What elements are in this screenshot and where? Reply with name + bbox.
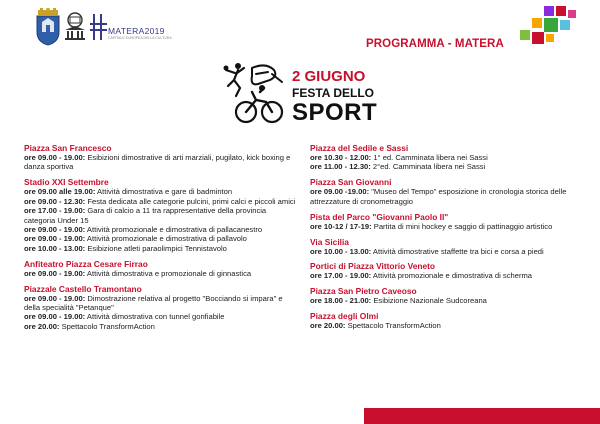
event-description: Esibizioni dimostrative di arti marziali, pugilato, kick boxing e danza sportiva (24, 153, 291, 172)
event-line (310, 187, 590, 206)
venue-section (24, 143, 296, 172)
event-line (24, 269, 296, 278)
event-title-block (222, 62, 392, 132)
event-time: ore 09.00 - 19.00: (24, 234, 86, 244)
venue-name: Piazza San Pietro Caveoso (310, 286, 417, 297)
event-description: Attività dimostrativa e gare di badminton (95, 187, 233, 197)
footer-red-bar (364, 408, 600, 424)
event-time: ore 10-12 / 17-19: (310, 221, 372, 231)
venue-section (24, 284, 296, 332)
venue-section (310, 237, 590, 256)
event-line (24, 244, 296, 253)
event-description: Spettacolo TransformAction (59, 321, 155, 331)
matera-2019-mark-icon (90, 10, 110, 44)
header (0, 0, 600, 60)
event-description: Attività promozionale e dimostrativa di pallavolo (85, 234, 247, 244)
matera-2019-logo (90, 10, 180, 44)
event-description: Esibizione Nazionale Sudcoreana (371, 296, 487, 306)
program-left-column (24, 143, 296, 337)
event-line (24, 322, 296, 331)
event-line (24, 153, 296, 172)
event-line (24, 234, 296, 243)
event-line (24, 197, 296, 206)
event-description: Attività dimostrative staffette tra bici e corsa a piedi (371, 246, 544, 256)
venue-name: Via Sicilia (310, 236, 349, 247)
event-time: ore 09.00 -19.00: (310, 187, 370, 197)
event-line (24, 294, 296, 313)
venue-section (310, 311, 590, 330)
event-time: ore 20.00: (24, 321, 60, 331)
venue-name: Portici di Piazza Vittorio Veneto (310, 261, 436, 272)
event-time: ore 09.00 - 19.00: (24, 293, 86, 303)
matera-logo-text: MATERA2019 (108, 26, 165, 36)
event-time: ore 09.00 - 19.00: (24, 312, 86, 322)
event-line (310, 153, 590, 162)
venue-section (24, 177, 296, 253)
event-line (310, 271, 590, 280)
event-description: 1° ed. Camminata libera nei Sassi (371, 153, 488, 162)
event-line (24, 206, 296, 225)
event-line (310, 222, 590, 231)
event-description: Spettacolo TransformAction (345, 321, 441, 331)
venue-name: Piazzale Castello Tramontano (24, 283, 142, 294)
event-time: ore 10.00 - 13.00: (310, 246, 372, 256)
venue-name: Pista del Parco "Giovanni Paolo II" (310, 211, 449, 222)
event-description: Attività promozionale e dimostrativa di pallacanestro (85, 224, 263, 234)
event-time: ore 09.00 - 19.00: (24, 153, 86, 162)
venue-name: Piazza San Giovanni (310, 177, 392, 188)
event-line (310, 162, 590, 171)
event-description: Festa dedicata alle categorie pulcini, primi calci e piccoli amici (85, 196, 296, 206)
unesco-logo-icon (64, 12, 86, 42)
matera-crest-icon (34, 8, 62, 46)
venue-section (310, 212, 590, 231)
event-time: ore 09.00 alle 19.00: (24, 187, 96, 197)
venue-section (310, 261, 590, 280)
event-time: ore 18.00 - 21.00: (310, 296, 372, 306)
event-description: Dimostrazione relativa al progetto "Bocciando si impara" e della specialità "Petanque" (24, 293, 283, 312)
matera-logo-subtext: CAPITALE EUROPEA DELLA CULTURA (108, 36, 172, 40)
programma-heading: PROGRAMMA - MATERA (366, 38, 504, 50)
event-description: Attività dimostrativa e promozionale di ginnastica (85, 268, 252, 278)
event-line (24, 187, 296, 196)
venue-name: Anfiteatro Piazza Cesare Firrao (24, 258, 148, 269)
event-description: Attività promozionale e dimostrativa di scherma (371, 271, 533, 281)
program-right-column (310, 143, 590, 336)
event-time: ore 17.00 - 19.00: (24, 206, 86, 216)
mosaic-logo-icon (518, 4, 578, 50)
event-description: Gara di calcio a 11 tra rappresentative della provincia categoria Under 15 (24, 206, 267, 225)
event-description: 2°ed. Camminata libera nei Sassi (370, 162, 486, 172)
event-description: Attività dimostrativa con tunnel gonfiabile (85, 312, 225, 322)
venue-name: Piazza San Francesco (24, 143, 112, 153)
sport-pictograms-icon (222, 62, 292, 130)
event-time: ore 10.00 - 13.00: (24, 243, 86, 253)
event-line (24, 312, 296, 321)
event-line (24, 225, 296, 234)
event-time: ore 09.00 - 19.00: (24, 268, 86, 278)
event-time: ore 09.00 - 12.30: (24, 196, 86, 206)
venue-name: Piazza degli Olmi (310, 311, 379, 322)
venue-name: Piazza del Sedile e Sassi (310, 143, 409, 153)
event-description: Esibizione atleti paraolimpici Tennistavolo (85, 243, 227, 253)
event-description: "Museo del Tempo" esposizione in cronologia storica delle attrezzature di cronometraggio (310, 187, 567, 206)
venue-section (310, 177, 590, 206)
venue-section (310, 143, 590, 172)
event-time: ore 11.00 - 12.30: (310, 162, 371, 172)
event-line (310, 296, 590, 305)
event-time: ore 10.30 - 12.00: (310, 153, 372, 162)
event-sport-title: SPORT (292, 99, 378, 126)
venue-section (24, 259, 296, 278)
event-time: ore 17.00 - 19.00: (310, 271, 372, 281)
venue-section (310, 286, 590, 305)
event-festa-title: FESTA DELLO (292, 86, 374, 100)
venue-name: Stadio XXI Settembre (24, 177, 109, 188)
event-time: ore 20.00: (310, 321, 346, 331)
event-description: Partita di mini hockey e saggio di pattinaggio artistico (371, 221, 553, 231)
event-line (310, 321, 590, 330)
event-date-title: 2 GIUGNO (292, 68, 366, 85)
event-time: ore 09.00 - 19.00: (24, 224, 86, 234)
event-line (310, 247, 590, 256)
